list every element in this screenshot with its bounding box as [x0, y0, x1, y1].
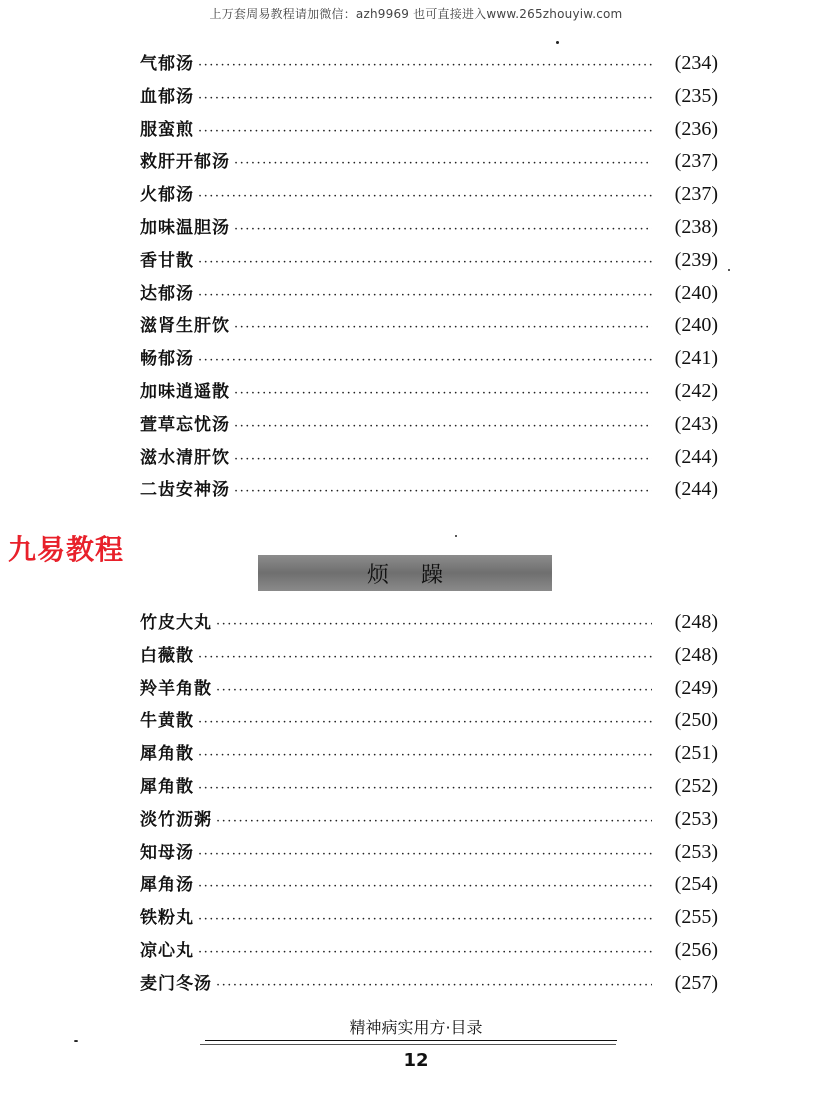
- scan-speck: [728, 269, 730, 271]
- toc-entry-page: (238): [674, 215, 718, 238]
- toc-entry-title: 服蛮煎: [140, 119, 194, 140]
- leader-dots: [198, 871, 652, 904]
- toc-entry-page: (244): [674, 445, 718, 468]
- toc-entry-page: (237): [674, 183, 718, 206]
- toc-entry-title: 香甘散: [140, 250, 194, 271]
- leader-dots: [198, 839, 652, 872]
- toc-entry: [140, 803, 718, 836]
- toc-entry-title: 凉心丸: [140, 940, 194, 961]
- toc-entry-page: (243): [674, 412, 718, 435]
- leader-dots: [198, 116, 652, 149]
- section-header-label: 烦躁: [366, 562, 475, 588]
- toc-entry-page: (253): [674, 840, 718, 863]
- toc-entry-title: 气郁汤: [140, 54, 194, 74]
- leader-dots: [234, 214, 652, 247]
- toc-entry-title: 滋肾生肝饮: [140, 316, 230, 337]
- leader-dots: [198, 642, 652, 675]
- toc-entry: [140, 639, 718, 672]
- toc-entry: [140, 375, 718, 408]
- leader-dots: [198, 50, 652, 83]
- toc-entry: [140, 672, 718, 705]
- toc-entry-page: (240): [674, 281, 718, 304]
- toc-entry-page: (234): [674, 52, 718, 74]
- toc-list-section-1: [140, 47, 718, 506]
- toc-entry-title: 淡竹沥粥: [140, 809, 212, 830]
- leader-dots: [216, 609, 652, 642]
- top-watermark-text: 上万套周易教程请加微信：azh9969 也可直接进入www.265zhouyiw.com: [209, 7, 623, 21]
- leader-dots: [234, 148, 652, 181]
- toc-entry: [140, 606, 718, 639]
- toc-entry-page: (236): [674, 117, 718, 140]
- toc-entry-title: 火郁汤: [140, 185, 194, 206]
- toc-entry: [140, 309, 718, 342]
- toc-entry-page: (256): [674, 938, 718, 961]
- toc-entry-title: 铁粉丸: [140, 908, 194, 929]
- toc-entry-title: 牛黄散: [140, 711, 194, 732]
- toc-entry-title: 犀角汤: [140, 875, 194, 896]
- toc-entry-page: (244): [674, 478, 718, 501]
- toc-entry-title: 畅郁汤: [140, 349, 194, 370]
- toc-entry-title: 白薇散: [140, 645, 194, 666]
- toc-entry-page: (252): [674, 774, 718, 797]
- leader-dots: [198, 707, 652, 740]
- toc-entry: [140, 934, 718, 967]
- toc-entry-page: (239): [674, 248, 718, 271]
- scan-speck: [556, 41, 559, 44]
- leader-dots: [198, 181, 652, 214]
- toc-entry-page: (255): [674, 906, 718, 929]
- toc-entry-page: (241): [674, 347, 718, 370]
- toc-entry-page: (237): [674, 150, 718, 173]
- leader-dots: [234, 444, 652, 477]
- toc-entry: [140, 441, 718, 474]
- toc-entry-title: 羚羊角散: [140, 678, 212, 699]
- toc-entry: [140, 342, 718, 375]
- toc-entry: [140, 244, 718, 277]
- toc-entry-page: (254): [674, 873, 718, 896]
- toc-entry-page: (251): [674, 742, 718, 765]
- leader-dots: [198, 904, 652, 937]
- toc-entry-title: 加味温胆汤: [140, 217, 230, 238]
- toc-entry: [140, 145, 718, 178]
- leader-dots: [198, 83, 652, 116]
- scan-speck: [74, 1040, 78, 1042]
- leader-dots: [198, 345, 652, 378]
- leader-dots: [198, 280, 652, 313]
- toc-entry-title: 犀角散: [140, 776, 194, 797]
- leader-dots: [198, 740, 652, 773]
- toc-entry-title: 加味逍遥散: [140, 381, 230, 402]
- leader-dots: [234, 411, 652, 444]
- brand-watermark-logo: 九易教程: [8, 533, 125, 566]
- toc-entry: [140, 770, 718, 803]
- toc-entry: [140, 178, 718, 211]
- scan-speck: [455, 535, 457, 537]
- toc-entry: [140, 704, 718, 737]
- toc-list-section-2: [140, 606, 718, 1000]
- toc-entry: [140, 47, 718, 80]
- toc-entry-title: 麦门冬汤: [140, 973, 212, 994]
- toc-entry: [140, 836, 718, 869]
- toc-entry-title: 萱草忘忧汤: [140, 414, 230, 435]
- page-number: 12: [403, 1050, 429, 1071]
- toc-entry: [140, 211, 718, 244]
- toc-entry: [140, 277, 718, 310]
- toc-entry-title: 竹皮大丸: [140, 613, 212, 633]
- toc-entry-title: 滋水清肝饮: [140, 447, 230, 468]
- toc-entry: [140, 967, 718, 1000]
- toc-entry-page: (235): [674, 84, 718, 107]
- footer-rule: [200, 1044, 616, 1045]
- leader-dots: [198, 773, 652, 806]
- toc-entry-page: (242): [674, 379, 718, 402]
- leader-dots: [216, 970, 652, 1003]
- footer-rule: [205, 1040, 617, 1041]
- toc-entry-page: (248): [674, 611, 718, 633]
- leader-dots: [198, 247, 652, 280]
- leader-dots: [234, 312, 652, 345]
- toc-entry: [140, 901, 718, 934]
- leader-dots: [234, 476, 652, 509]
- leader-dots: [216, 806, 652, 839]
- toc-entry: [140, 113, 718, 146]
- leader-dots: [216, 675, 652, 708]
- toc-entry-page: (257): [674, 971, 718, 994]
- toc-entry-title: 知母汤: [140, 842, 194, 863]
- leader-dots: [198, 937, 652, 970]
- toc-entry: [140, 473, 718, 506]
- toc-entry-title: 救肝开郁汤: [140, 152, 230, 173]
- toc-entry-page: (250): [674, 709, 718, 732]
- toc-entry: [140, 80, 718, 113]
- toc-entry-title: 达郁汤: [140, 283, 194, 304]
- toc-entry-page: (249): [674, 676, 718, 699]
- toc-entry-page: (253): [674, 807, 718, 830]
- toc-entry-title: 犀角散: [140, 744, 194, 765]
- toc-entry-title: 二齿安神汤: [140, 480, 230, 501]
- leader-dots: [234, 378, 652, 411]
- toc-entry-page: (240): [674, 314, 718, 337]
- section-header-banner: [258, 555, 552, 591]
- toc-entry-page: (248): [674, 643, 718, 666]
- toc-entry: [140, 868, 718, 901]
- toc-entry: [140, 408, 718, 441]
- toc-entry: [140, 737, 718, 770]
- toc-entry-title: 血郁汤: [140, 86, 194, 107]
- footer-book-title: 精神病实用方·目录: [349, 1018, 483, 1037]
